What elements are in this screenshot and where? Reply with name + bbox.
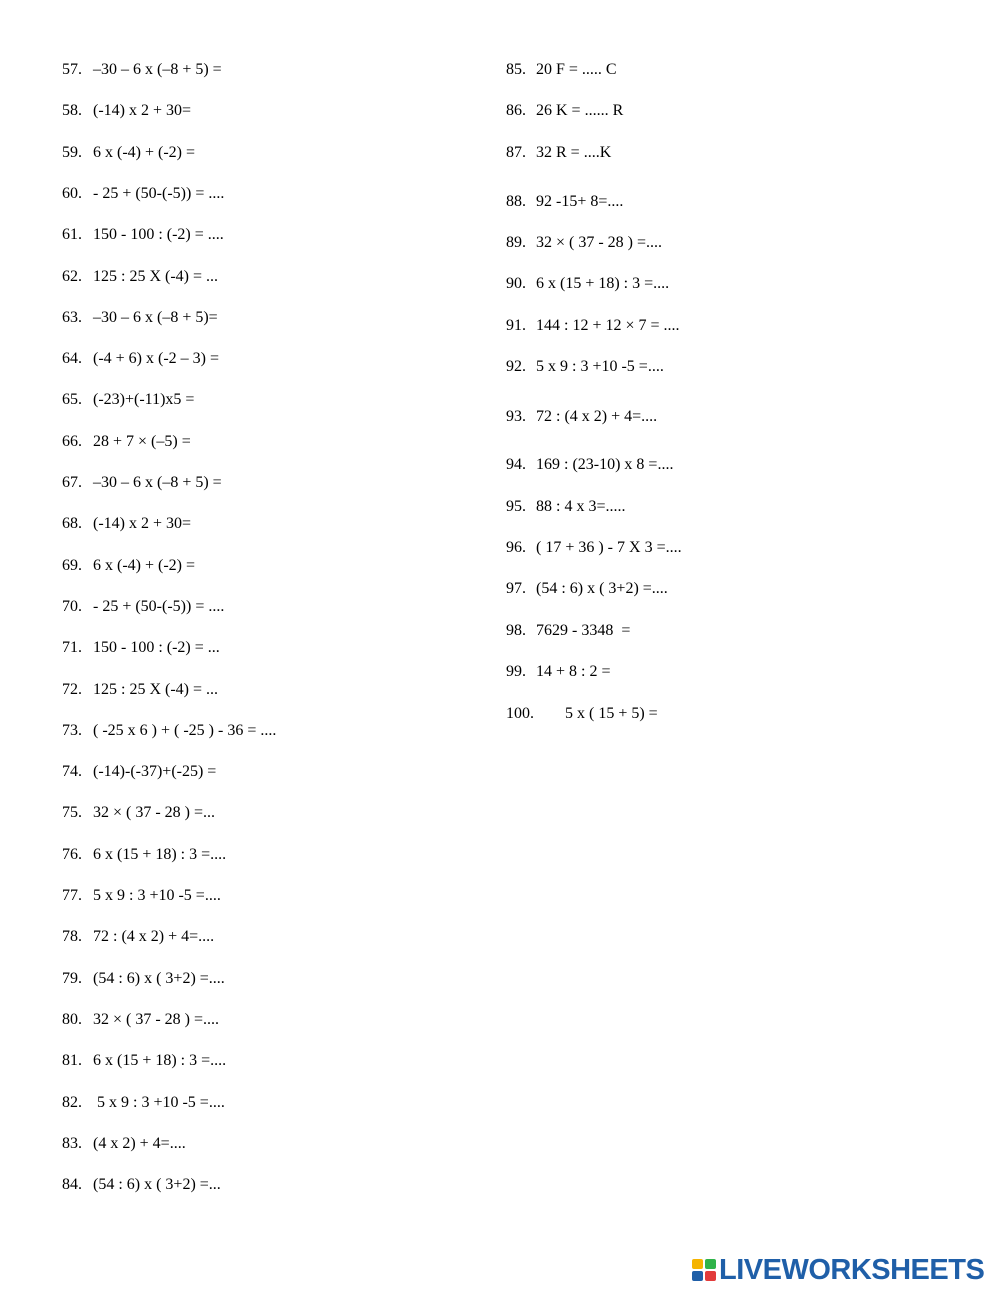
- exercise-item: [506, 274, 669, 294]
- exercise-number: 79.: [62, 970, 82, 987]
- exercise-expression: 169 : (23-10) x 8 =....: [536, 456, 674, 473]
- exercise-expression: 5 x 9 : 3 +10 -5 =....: [93, 1094, 225, 1111]
- exercise-number: 72.: [62, 681, 82, 698]
- exercise-number: 74.: [62, 763, 82, 780]
- exercise-expression: (54 : 6) x ( 3+2) =...: [93, 1176, 221, 1193]
- exercise-number: 82.: [62, 1094, 82, 1111]
- exercise-expression: 6 x (-4) + (-2) =: [93, 557, 196, 574]
- exercise-item: [506, 143, 611, 163]
- exercise-expression: (-4 + 6) x (-2 – 3) =: [93, 350, 220, 367]
- exercise-expression: 32 × ( 37 - 28 ) =....: [93, 1011, 220, 1028]
- liveworksheets-badge-icon: [691, 1257, 717, 1283]
- exercise-expression: (54 : 6) x ( 3+2) =....: [93, 970, 225, 987]
- exercise-item: [506, 538, 682, 558]
- exercise-item: [506, 60, 617, 80]
- exercise-number: 85.: [506, 61, 526, 78]
- exercise-number: 83.: [62, 1135, 82, 1152]
- exercise-number: 67.: [62, 474, 82, 491]
- exercise-number: 97.: [506, 580, 526, 597]
- exercise-number: 95.: [506, 498, 526, 515]
- exercise-number: 93.: [506, 408, 526, 425]
- exercise-number: 58.: [62, 102, 82, 119]
- exercise-item: [506, 316, 680, 336]
- exercise-number: 100.: [506, 705, 534, 722]
- exercise-number: 69.: [62, 557, 82, 574]
- exercise-expression: 72 : (4 x 2) + 4=....: [93, 928, 215, 945]
- exercise-number: 88.: [506, 193, 526, 210]
- exercise-expression: 32 × ( 37 - 28 ) =....: [536, 234, 663, 251]
- exercise-number: 75.: [62, 804, 82, 821]
- exercise-expression: 125 : 25 X (-4) = ...: [93, 681, 219, 698]
- exercise-expression: 88 : 4 x 3=.....: [536, 498, 626, 515]
- exercise-expression: - 25 + (50-(-5)) = ....: [93, 185, 225, 202]
- exercise-expression: (-23)+(-11)x5 =: [93, 391, 195, 408]
- exercise-expression: 32 R = ....K: [536, 144, 612, 161]
- exercise-item: [506, 357, 664, 377]
- exercise-number: 84.: [62, 1176, 82, 1193]
- exercise-number: 80.: [62, 1011, 82, 1028]
- exercise-expression: –30 – 6 x (–8 + 5) =: [93, 61, 222, 78]
- exercise-expression: 92 -15+ 8=....: [536, 193, 624, 210]
- liveworksheets-logo: [691, 1255, 984, 1285]
- exercise-item: [506, 192, 623, 212]
- exercise-number: 61.: [62, 226, 82, 243]
- exercise-item: [506, 662, 611, 682]
- exercise-number: 66.: [62, 433, 82, 450]
- exercise-expression: 150 - 100 : (-2) = ....: [93, 226, 224, 243]
- exercise-number: 62.: [62, 268, 82, 285]
- exercise-number: 94.: [506, 456, 526, 473]
- exercise-item: [506, 233, 662, 253]
- exercise-number: 86.: [506, 102, 526, 119]
- logo-text: LIVEWORKSHEETS: [719, 1253, 985, 1286]
- exercise-number: 77.: [62, 887, 82, 904]
- exercise-number: 60.: [62, 185, 82, 202]
- exercise-expression: 5 x 9 : 3 +10 -5 =....: [93, 887, 221, 904]
- exercise-number: 65.: [62, 391, 82, 408]
- exercise-number: 73.: [62, 722, 82, 739]
- exercise-expression: ( 17 + 36 ) - 7 X 3 =....: [536, 539, 682, 556]
- exercise-expression: 72 : (4 x 2) + 4=....: [536, 408, 658, 425]
- exercise-item: [506, 407, 657, 427]
- exercise-number: 68.: [62, 515, 82, 532]
- exercise-number: 99.: [506, 663, 526, 680]
- exercise-expression: 14 + 8 : 2 =: [536, 663, 611, 680]
- exercise-expression: 20 F = ..... C: [536, 61, 617, 78]
- exercise-number: 64.: [62, 350, 82, 367]
- exercise-expression: 5 x 9 : 3 +10 -5 =....: [536, 358, 664, 375]
- exercise-expression: 6 x (15 + 18) : 3 =....: [536, 275, 670, 292]
- exercise-number: 71.: [62, 639, 82, 656]
- exercise-number: 78.: [62, 928, 82, 945]
- exercise-number: 98.: [506, 622, 526, 639]
- exercise-expression: (-14)-(-37)+(-25) =: [93, 763, 217, 780]
- exercise-expression: –30 – 6 x (–8 + 5)=: [93, 309, 218, 326]
- exercise-number: 57.: [62, 61, 82, 78]
- exercise-item: [506, 621, 630, 641]
- exercise-expression: 32 × ( 37 - 28 ) =...: [93, 804, 216, 821]
- exercise-expression: 150 - 100 : (-2) = ...: [93, 639, 220, 656]
- exercise-expression: 7629 - 3348 =: [536, 622, 631, 639]
- exercise-expression: 125 : 25 X (-4) = ...: [93, 268, 219, 285]
- exercise-expression: (54 : 6) x ( 3+2) =....: [536, 580, 668, 597]
- exercise-item: [506, 579, 668, 599]
- exercise-expression: 5 x ( 15 + 5) =: [565, 705, 658, 722]
- exercise-expression: ( -25 x 6 ) + ( -25 ) - 36 = ....: [93, 722, 277, 739]
- exercise-expression: 26 K = ...... R: [536, 102, 624, 119]
- exercise-number: 87.: [506, 144, 526, 161]
- exercise-number: 92.: [506, 358, 526, 375]
- exercise-number: 70.: [62, 598, 82, 615]
- exercise-expression: 28 + 7 × (–5) =: [93, 433, 191, 450]
- exercise-item: [506, 455, 673, 475]
- exercise-expression: 6 x (-4) + (-2) =: [93, 144, 196, 161]
- exercise-number: 91.: [506, 317, 526, 334]
- exercise-expression: 144 : 12 + 12 × 7 = ....: [536, 317, 680, 334]
- exercise-expression: 6 x (15 + 18) : 3 =....: [93, 846, 227, 863]
- exercise-number: 63.: [62, 309, 82, 326]
- exercise-number: 81.: [62, 1052, 82, 1069]
- exercise-item: [506, 497, 625, 517]
- exercise-expression: (4 x 2) + 4=....: [93, 1135, 186, 1152]
- exercise-item: [506, 101, 623, 121]
- exercise-expression: (-14) x 2 + 30=: [93, 102, 192, 119]
- exercise-expression: (-14) x 2 + 30=: [93, 515, 192, 532]
- exercise-number: 90.: [506, 275, 526, 292]
- exercise-number: 76.: [62, 846, 82, 863]
- exercise-expression: - 25 + (50-(-5)) = ....: [93, 598, 225, 615]
- exercise-expression: 6 x (15 + 18) : 3 =....: [93, 1052, 227, 1069]
- exercise-number: 96.: [506, 539, 526, 556]
- exercise-number: 59.: [62, 144, 82, 161]
- exercise-item: [506, 704, 658, 724]
- exercise-number: 89.: [506, 234, 526, 251]
- exercise-expression: –30 – 6 x (–8 + 5) =: [93, 474, 222, 491]
